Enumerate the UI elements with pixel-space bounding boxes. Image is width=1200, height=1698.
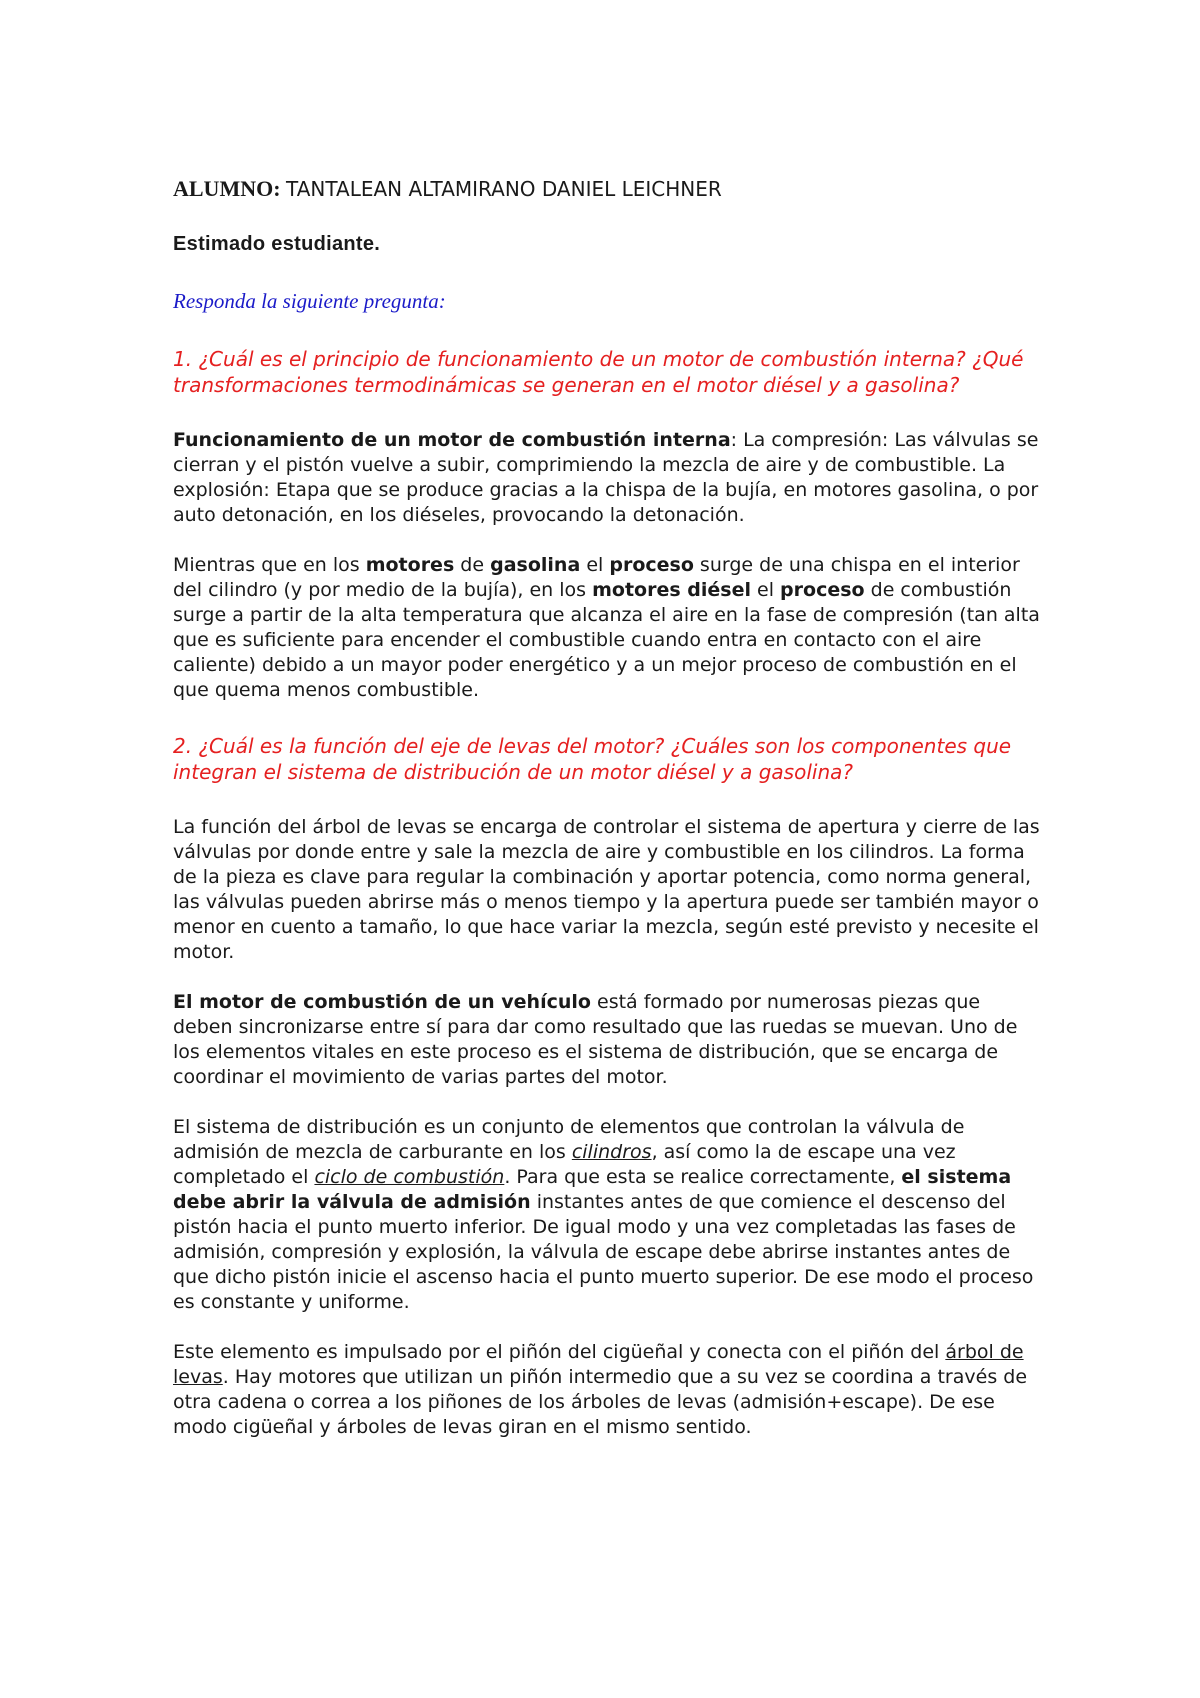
- q1-p2-g: surge de una chispa en el interior del cilindro (y por medio de la bujía), en los: [173, 554, 1020, 601]
- q2-p3-d: instantes antes de que comience el descenso del pistón hacia el punto muerto inferior. De igual modo y una vez completadas las fases de admisión, compresión y explosión, la válvula de escape debe abrirse instantes antes de que dicho pistón inicie el ascenso hacia el punto muerto superior. De ese modo el proceso es constante y uniforme.: [173, 1191, 1034, 1313]
- q2-paragraph-2: [173, 990, 1043, 1090]
- q2-p4-b: . Hay motores que utilizan un piñón intermedio que a su vez se coordina a través de otra cadena o correa a los piñones de los árboles de levas (admisión+escape). De ese modo cigüeñal y árboles de levas giran en el mismo sentido.: [173, 1366, 1028, 1438]
- student-name: TANTALEAN ALTAMIRANO DANIEL LEICHNER: [286, 177, 722, 201]
- q1-p1-text: : La compresión: Las válvulas se cierran y el pistón vuelve a subir, comprimiendo la mezcla de aire y de combustible. La explosión: Etapa que se produce gracias a la chispa de la bujía, en motores gasolina, o por auto detonación, en los diéseles, provocando la detonación.: [173, 429, 1039, 526]
- greeting: Estimado estudiante.: [173, 233, 381, 255]
- q2-p3-a: El sistema de distribución es un conjunto de elementos que controlan la válvula de admisión de mezcla de carburante en los: [173, 1116, 965, 1163]
- q1-p1-bold: Funcionamiento de un motor de combustión interna: [173, 429, 731, 451]
- q1-p2-h: motores diésel: [592, 579, 751, 601]
- q2-p2-text: está formado por numerosas piezas que deben sincronizarse entre sí para dar como resultado que las ruedas se muevan. Uno de los elementos vitales en este proceso es el sistema de distribución, que se encarga de coordinar el movimiento de varias partes del motor.: [173, 991, 1018, 1088]
- q1-p2-e: el: [580, 554, 610, 576]
- document-page: [173, 176, 1043, 1465]
- q1-p2-d: gasolina: [490, 554, 581, 576]
- q2-p4-a: Este elemento es impulsado por el piñón del cigüeñal y conecta con el piñón del: [173, 1341, 946, 1363]
- q1-p2-i: el: [750, 579, 781, 601]
- question-1: 1. ¿Cuál es el principio de funcionamiento de un motor de combustión interna? ¿Qué transformaciones termodinámicas se generan en el motor diésel y a gasolina?: [173, 347, 1024, 397]
- link-ciclo-combustion[interactable]: ciclo de combustión: [314, 1166, 505, 1188]
- q1-paragraph-2: [173, 553, 1043, 703]
- student-line: [173, 176, 1043, 202]
- link-arbol-levas[interactable]: árbol de levas: [173, 1341, 1024, 1388]
- q1-p2-j: proceso: [780, 579, 865, 601]
- alumno-label: ALUMNO:: [173, 176, 281, 201]
- instruction: Responda la siguiente pregunta:: [173, 289, 446, 313]
- q2-paragraph-3: [173, 1115, 1043, 1315]
- q1-p2-k: de combustión surge a partir de la alta temperatura que alcanza el aire en la fase de compresión (tan alta que es suficiente para encender el combustible cuando entra en contacto con el aire caliente) debido a un mayor poder energético y a un mejor proceso de combustión en el que quema menos combustible.: [173, 579, 1040, 701]
- q2-paragraph-4: [173, 1340, 1043, 1440]
- q1-p2-a: Mientras que en los: [173, 554, 366, 576]
- q2-p3-bold: el sistema debe abrir la válvula de admisión: [173, 1166, 1012, 1213]
- q1-p2-c: de: [454, 554, 491, 576]
- q1-p2-b: motores: [365, 554, 455, 576]
- q2-p3-b: , así como la de escape una vez completado el: [173, 1141, 956, 1188]
- q2-p3-c: . Para que esta se realice correctamente,: [504, 1166, 902, 1188]
- q2-p2-bold: El motor de combustión de un vehículo: [173, 991, 591, 1013]
- q2-paragraph-1: La función del árbol de levas se encarga de controlar el sistema de apertura y cierre de las válvulas por donde entre y sale la mezcla de aire y combustible en los cilindros. La forma de la pieza es clave para regular la combinación y aportar potencia, como norma general, las válvulas pueden abrirse más o menos tiempo y la apertura puede ser también mayor o menor en cuento a tamaño, lo que hace variar la mezcla, según esté previsto y necesite el motor.: [173, 816, 1040, 963]
- question-2: 2. ¿Cuál es la función del eje de levas del motor? ¿Cuáles son los componentes que integran el sistema de distribución de un motor diésel y a gasolina?: [173, 734, 1012, 784]
- q1-p2-f: proceso: [609, 554, 694, 576]
- q1-paragraph-1: [173, 428, 1043, 528]
- link-cilindros[interactable]: cilindros: [571, 1141, 652, 1163]
